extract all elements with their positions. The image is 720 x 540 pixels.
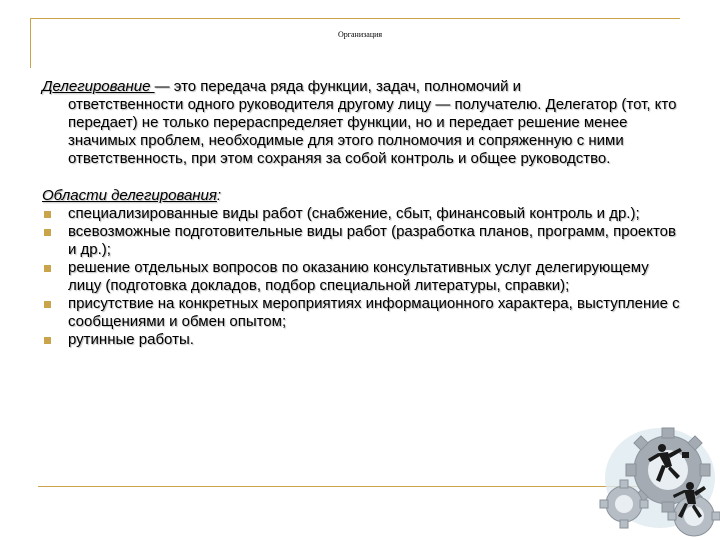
list-item xyxy=(42,223,682,259)
list-item xyxy=(42,331,682,349)
square-bullet-icon xyxy=(44,337,51,344)
areas-list xyxy=(42,205,682,349)
square-bullet-icon xyxy=(44,265,51,272)
definition-dash-line: — это передача ряда функции, задач, полномочий и xyxy=(154,78,522,95)
slide-content xyxy=(42,78,682,349)
list-item-text: рутинные работы. xyxy=(68,331,194,348)
list-item xyxy=(42,259,682,295)
areas-title-suffix: : xyxy=(216,187,222,204)
frame-bottom-line xyxy=(38,486,688,487)
square-bullet-icon xyxy=(44,229,51,236)
definition-term: Делегирование xyxy=(42,78,155,95)
list-item-text: всевозможные подготовительные виды работ (разработка планов, программ, проектов и др.); xyxy=(68,223,676,258)
list-item-text: специализированные виды работ (снабжение, сбыт, финансовый контроль и др.); xyxy=(68,205,640,222)
definition-paragraph xyxy=(42,78,682,168)
frame-left-line xyxy=(30,18,31,68)
gears-running-businessmen-icon xyxy=(598,408,720,540)
definition-body: ответственности одного руководителя другому лицу — получателю. Делегатор (тот, кто передает) не только перераспределяет функции, но и передает решение менее значимых проблем, необходимые для этого полномочия и сопряженную с ними ответственность, при этом сохраняя за собой контроль и общее руководство. xyxy=(68,96,677,167)
page-header: Организация xyxy=(337,30,383,39)
square-bullet-icon xyxy=(44,211,51,218)
list-item xyxy=(42,205,682,223)
areas-title xyxy=(42,187,682,205)
areas-title-text: Области делегирования xyxy=(42,187,217,204)
frame-top-line xyxy=(30,18,680,19)
list-item-text: решение отдельных вопросов по оказанию консультативных услуг делегирующему лицу (подготовка докладов, подбор специальной литературы, справки); xyxy=(68,259,649,294)
list-item xyxy=(42,295,682,331)
square-bullet-icon xyxy=(44,301,51,308)
list-item-text: присутствие на конкретных мероприятиях информационного характера, выступление с сообщениями и обмен опытом; xyxy=(68,295,680,330)
